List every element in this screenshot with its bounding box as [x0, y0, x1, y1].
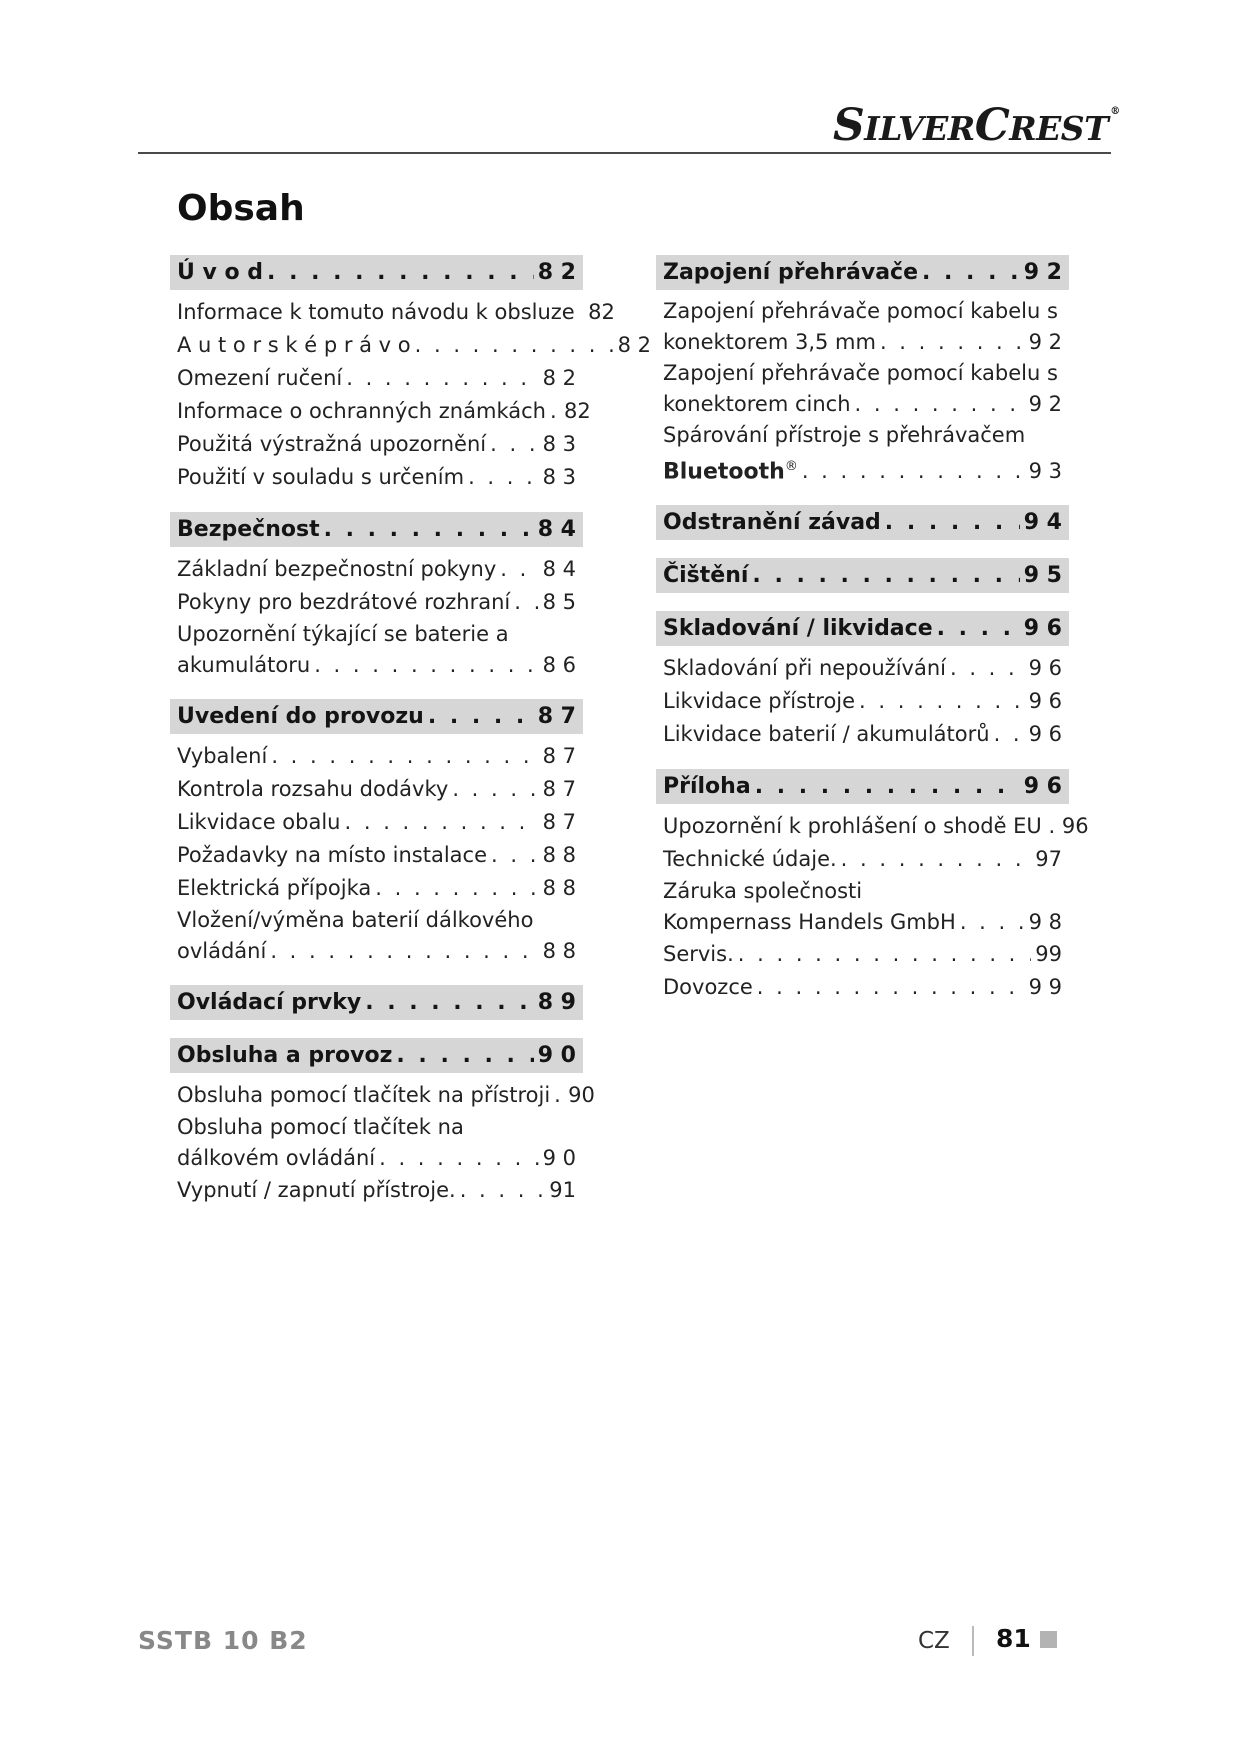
toc-entry[interactable]: Vypnutí / zapnutí přístroje. . . . 91 [177, 1174, 576, 1207]
toc-entry[interactable]: Požadavky na místo instalace . . . 8 8 [177, 839, 576, 872]
toc-section-heading[interactable]: Příloha . . . 9 6 [656, 769, 1069, 804]
page-title: Obsah [177, 188, 305, 229]
toc-section-heading[interactable]: Ovládací prvky . . . 8 9 [170, 985, 583, 1020]
footer-separator [972, 1626, 974, 1656]
toc-section-skladovani [656, 611, 1069, 751]
toc-section-odstraneni-zavad [656, 505, 1069, 540]
footer-model: SSTB 10 B2 [138, 1626, 308, 1655]
toc-entry[interactable]: Obsluha pomocí tlačítek na dálkovém ovládání . . . 9 0 [177, 1112, 576, 1174]
toc-section-heading[interactable]: Obsluha a provoz . . . 9 0 [170, 1038, 583, 1073]
toc-entry[interactable]: Upozornění týkající se baterie a akumulátoru . . . 8 6 [177, 619, 576, 681]
toc-section-ovladaci-prvky [170, 985, 583, 1020]
brand-logo: SILVERCREST ® [833, 100, 1120, 151]
toc-section-heading[interactable]: Zapojení přehrávače . . . 9 2 [656, 255, 1069, 290]
toc-entry[interactable]: Použitá výstražná upozornění . . . 8 3 [177, 428, 576, 461]
toc-entry[interactable]: Zapojení přehrávače pomocí kabelu s konektorem 3,5 mm . . . 9 2 [663, 296, 1062, 358]
toc-entry[interactable]: Vybalení . . . 8 7 [177, 740, 576, 773]
toc-entry[interactable]: Vložení/výměna baterií dálkového ovládání . . . 8 8 [177, 905, 576, 967]
toc-section-heading[interactable]: Uvedení do provozu . . . 8 7 [170, 699, 583, 734]
toc-right-column [656, 255, 1089, 1004]
toc-entry[interactable]: Informace o ochranných známkách . . . 82 [177, 395, 576, 428]
toc-entry[interactable]: A u t o r s k é p r á v o . . . 8 2 [177, 329, 651, 362]
toc-section-heading[interactable]: Bezpečnost . . . 8 4 [170, 512, 583, 547]
toc-section-heading[interactable]: Ú v o d . . . 8 2 [170, 255, 583, 290]
toc-entry[interactable]: Základní bezpečnostní pokyny . . . 8 4 [177, 553, 576, 586]
toc-section-heading[interactable]: Skladování / likvidace . . . 9 6 [656, 611, 1069, 646]
toc-section-uvod [170, 255, 651, 494]
toc-entry[interactable]: Pokyny pro bezdrátové rozhraní . . . 8 5 [177, 586, 576, 619]
toc-section-zapojeni [656, 255, 1069, 487]
toc-entry[interactable]: Likvidace baterií / akumulátorů . . . 9 6 [663, 718, 1062, 751]
toc-section-heading[interactable]: Čištění . . . 9 5 [656, 558, 1069, 593]
toc-section-bezpecnost [170, 512, 583, 681]
toc-entry[interactable]: Upozornění k prohlášení o shodě EU . 96 [663, 814, 1089, 839]
toc-section-priloha [656, 769, 1089, 1004]
toc-entry[interactable]: Servis. . . . 99 [663, 938, 1062, 971]
toc-entry[interactable]: Použití v souladu s určením . . . 8 3 [177, 461, 576, 494]
toc-entry[interactable]: Spárování přístroje s přehrávačem Bluetooth® . . . 9 3 [663, 420, 1062, 487]
toc-left-column [170, 255, 651, 1207]
toc-section-obsluha [170, 1038, 595, 1207]
footer-page-number: 81 [996, 1624, 1031, 1653]
toc-entry[interactable]: Kontrola rozsahu dodávky . . . 8 7 [177, 773, 576, 806]
toc-entry[interactable]: Likvidace přístroje . . . 9 6 [663, 685, 1062, 718]
footer-language: CZ [918, 1628, 950, 1654]
header-rule [138, 152, 1111, 154]
toc-entry[interactable]: Likvidace obalu . . . 8 7 [177, 806, 576, 839]
toc-entry[interactable]: Omezení ručení . . . 8 2 [177, 362, 576, 395]
toc-entry[interactable]: Obsluha pomocí tlačítek na přístroji . . . 90 [177, 1079, 576, 1112]
toc-entry[interactable]: Informace k tomuto návodu k obsluze 82 [177, 300, 615, 324]
toc-entry[interactable]: Technické údaje. . . . 97 [663, 843, 1062, 876]
toc-entry[interactable]: Skladování při nepoužívání . . . 9 6 [663, 652, 1062, 685]
footer-square-mark [1040, 1631, 1057, 1648]
toc-section-cisteni [656, 558, 1069, 593]
toc-entry[interactable]: Elektrická přípojka . . . 8 8 [177, 872, 576, 905]
toc-section-uvedeni [170, 699, 583, 967]
toc-entry[interactable]: Dovozce . . . 9 9 [663, 971, 1062, 1004]
toc-entry[interactable]: Záruka společnosti Kompernass Handels GmbH . . . 9 8 [663, 876, 1062, 938]
toc-section-heading[interactable]: Odstranění závad . . . 9 4 [656, 505, 1069, 540]
toc-entry[interactable]: Zapojení přehrávače pomocí kabelu s konektorem cinch . . . 9 2 [663, 358, 1062, 420]
